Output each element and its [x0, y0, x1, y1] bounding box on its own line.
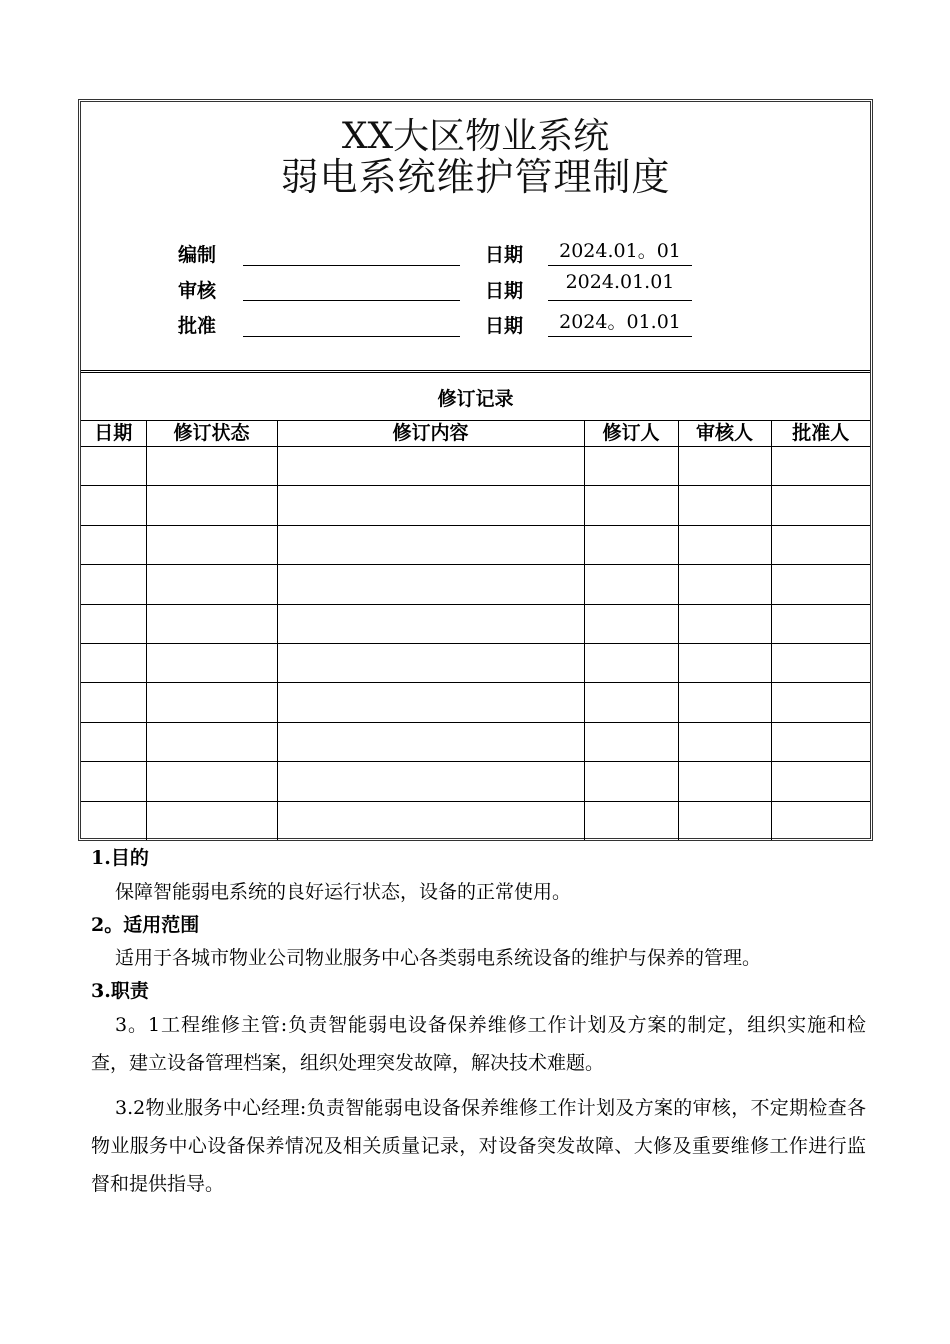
doc-title-org: XX大区物业系统	[341, 116, 610, 157]
section-text-purpose: 保障智能弱电系统的良好运行状态，设备的正常使用。	[115, 881, 572, 903]
revision-cell	[146, 801, 277, 840]
revision-row	[81, 565, 870, 604]
revision-row	[81, 801, 870, 840]
signoff-date-label-2: 日期	[485, 280, 524, 302]
signoff-date-label-3: 日期	[485, 315, 524, 337]
revision-cell	[678, 486, 771, 525]
doc-title-main: 弱电系统维护管理制度	[280, 155, 671, 199]
revision-cell	[146, 762, 277, 801]
revision-cell	[277, 762, 584, 801]
revision-cell	[81, 565, 146, 604]
revision-row	[81, 486, 870, 525]
revision-cell	[584, 486, 678, 525]
cover-frame	[78, 99, 873, 841]
signoff-date-line-1	[548, 265, 692, 266]
signoff-date-label-1: 日期	[485, 244, 524, 266]
revision-cell	[277, 604, 584, 643]
revision-cell	[584, 565, 678, 604]
revision-cell	[146, 565, 277, 604]
revision-cell	[771, 604, 870, 643]
col-header-reviewer: 审核人	[678, 421, 771, 447]
revision-cell	[146, 525, 277, 564]
revision-cell	[81, 604, 146, 643]
revision-row	[81, 447, 870, 486]
revision-cell	[678, 604, 771, 643]
revision-row	[81, 722, 870, 761]
revision-cell	[678, 683, 771, 722]
revision-cell	[771, 525, 870, 564]
section-text-duty-3-1: 3。1工程维修主管:负责智能弱电设备保养维修工作计划及方案的制定，组织实施和检查，建立设备管理档案，组织处理突发故障，解决技术难题。	[91, 1014, 866, 1074]
revision-cell	[81, 525, 146, 564]
revision-cell	[678, 525, 771, 564]
section-heading-scope: 2。适用范围	[91, 914, 200, 936]
revision-cell	[277, 683, 584, 722]
revision-cell	[146, 604, 277, 643]
col-header-status: 修订状态	[146, 421, 277, 447]
revision-row	[81, 604, 870, 643]
revision-cell	[146, 722, 277, 761]
col-header-approver: 批准人	[771, 421, 870, 447]
revision-header-row	[81, 421, 870, 447]
revision-cell	[81, 683, 146, 722]
revision-cell	[678, 565, 771, 604]
revision-table	[81, 420, 870, 840]
signoff-line-approve	[243, 336, 460, 337]
revision-cell	[277, 486, 584, 525]
section-heading-duties: 3.职责	[91, 980, 149, 1002]
revision-title: 修订记录	[437, 388, 514, 410]
col-header-date: 日期	[81, 421, 146, 447]
revision-cell	[771, 722, 870, 761]
revision-cell	[771, 565, 870, 604]
revision-cell	[81, 762, 146, 801]
revision-cell	[584, 722, 678, 761]
revision-cell	[771, 683, 870, 722]
revision-cell	[584, 525, 678, 564]
revision-cell	[277, 643, 584, 682]
revision-row	[81, 643, 870, 682]
section-text-duty-3-2: 3.2物业服务中心经理:负责智能弱电设备保养维修工作计划及方案的审核，不定期检查各物业服务中心设备保养情况及相关质量记录，对设备突发故障、大修及重要维修工作进行监督和提供指导。	[91, 1097, 866, 1195]
revision-cell	[584, 683, 678, 722]
revision-row	[81, 762, 870, 801]
signoff-label-review: 审核	[178, 280, 217, 302]
revision-cell	[771, 486, 870, 525]
revision-cell	[146, 447, 277, 486]
revision-cell	[81, 801, 146, 840]
revision-cell	[277, 801, 584, 840]
revision-cell	[584, 447, 678, 486]
col-header-content: 修订内容	[277, 421, 584, 447]
signoff-label-approve: 批准	[178, 315, 217, 337]
revision-cell	[81, 486, 146, 525]
revision-cell	[81, 643, 146, 682]
revision-cell	[678, 762, 771, 801]
revision-cell	[771, 801, 870, 840]
revision-cell	[771, 762, 870, 801]
revision-cell	[771, 447, 870, 486]
revision-cell	[146, 643, 277, 682]
revision-cell	[584, 604, 678, 643]
revision-cell	[146, 486, 277, 525]
signoff-line-review	[243, 300, 460, 301]
revision-cell	[771, 643, 870, 682]
revision-row	[81, 683, 870, 722]
revision-cell	[678, 447, 771, 486]
revision-cell	[678, 722, 771, 761]
revision-cell	[277, 447, 584, 486]
signoff-date-3: 2024。01.01	[559, 311, 681, 333]
revision-cell	[678, 643, 771, 682]
section-heading-purpose: 1.目的	[91, 847, 149, 869]
signoff-line-compile	[243, 265, 460, 266]
revision-cell	[81, 722, 146, 761]
revision-cell	[277, 525, 584, 564]
revision-cell	[584, 801, 678, 840]
signoff-date-2: 2024.01.01	[565, 271, 675, 293]
revision-cell	[584, 762, 678, 801]
revision-cell	[146, 683, 277, 722]
section-text-scope: 适用于各城市物业公司物业服务中心各类弱电系统设备的维护与保养的管理。	[115, 947, 762, 969]
col-header-reviser: 修订人	[584, 421, 678, 447]
revision-cell	[678, 801, 771, 840]
signoff-date-1: 2024.01。01	[559, 240, 681, 262]
section-divider	[81, 370, 870, 373]
revision-row	[81, 525, 870, 564]
signoff-label-compile: 编制	[178, 244, 217, 266]
revision-cell	[277, 722, 584, 761]
revision-cell	[81, 447, 146, 486]
revision-cell	[584, 643, 678, 682]
signoff-date-line-2	[548, 300, 692, 301]
signoff-date-line-3	[548, 336, 692, 337]
revision-cell	[277, 565, 584, 604]
